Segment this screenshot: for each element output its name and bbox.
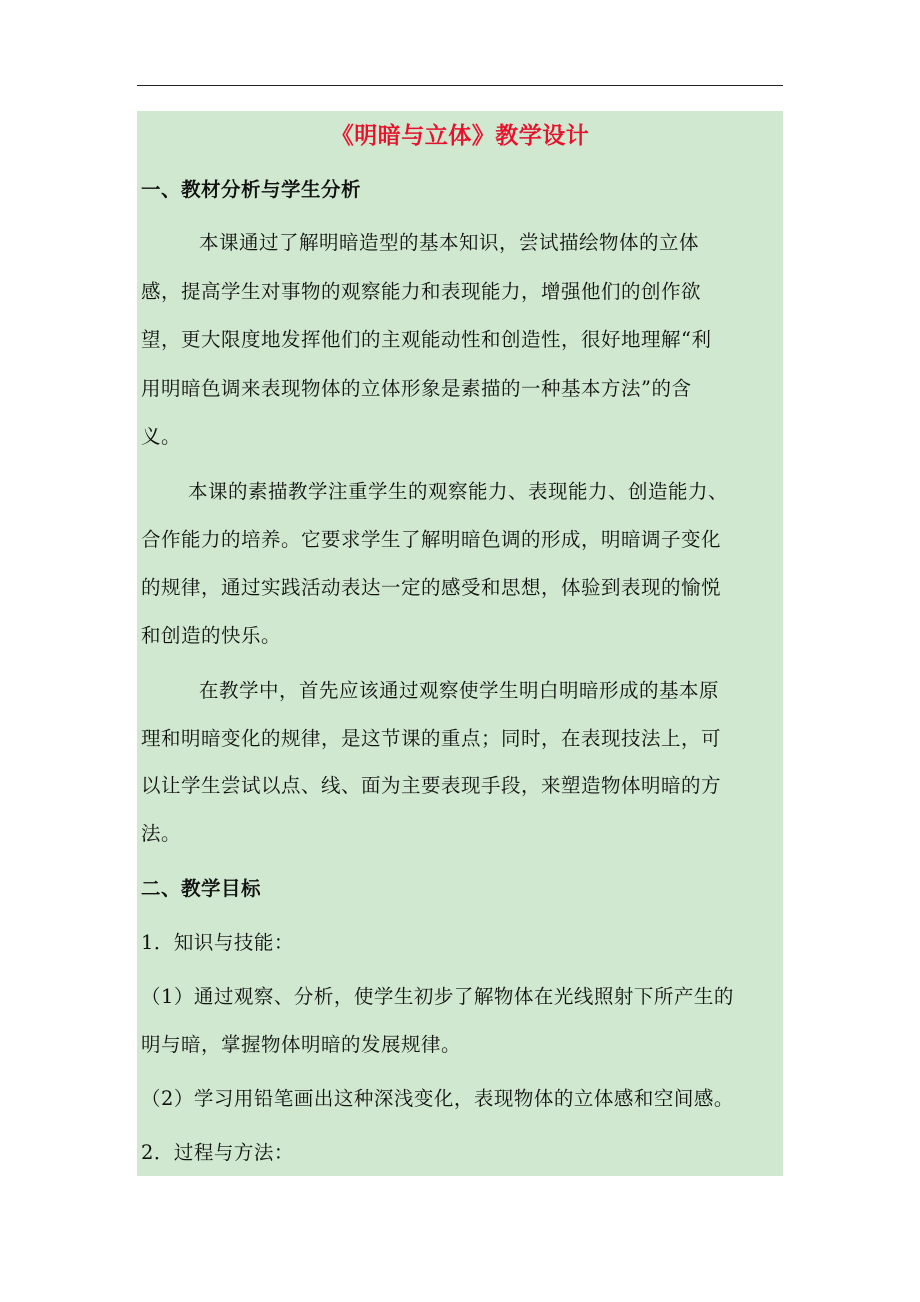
header-rule [137,85,783,86]
list-item: 2．过程与方法： [141,1141,294,1164]
paragraph-line: 的规律，通过实践活动表达一定的感受和思想，体验到表现的愉悦 [141,576,722,599]
document-title: 《明暗与立体》教学设计 [330,122,590,149]
list-item: （2）学习用铅笔画出这种深浅变化，表现物体的立体感和空间感。 [141,1087,734,1110]
list-item: 1．知识与技能： [141,931,294,954]
paragraph-line: 合作能力的培养。它要求学生了解明暗色调的形成，明暗调子变化 [141,528,722,551]
paragraph-line: 义。 [141,425,182,448]
paragraph-line: 和创造的快乐。 [141,624,282,647]
paragraph-line: 法。 [141,822,182,845]
section-heading-analysis: 一、教材分析与学生分析 [141,178,362,201]
list-item: （1）通过观察、分析，使学生初步了解物体在光线照射下所产生的 [141,985,734,1008]
paragraph-line: 感，提高学生对事物的观察能力和表现能力，增强他们的创作欲 [141,280,702,303]
section-heading-goals: 二、教学目标 [141,877,262,900]
paragraph-line: 本课的素描教学注重学生的观察能力、表现能力、创造能力、 [188,480,729,503]
paragraph-line: 用明暗色调来表现物体的立体形象是素描的一种基本方法”的含 [141,377,692,400]
paragraph-line: 理和明暗变化的规律，是这节课的重点；同时，在表现技法上，可 [141,727,722,750]
paragraph-line: 望，更大限度地发挥他们的主观能动性和创造性，很好地理解“利 [141,328,712,351]
paragraph-line: 以让学生尝试以点、线、面为主要表现手段，来塑造物体明暗的方 [141,774,722,797]
paragraph-line: 本课通过了解明暗造型的基本知识，尝试描绘物体的立体 [199,231,700,254]
paragraph-line: 在教学中，首先应该通过观察使学生明白明暗形成的基本原 [199,679,720,702]
list-item: 明与暗，掌握物体明暗的发展规律。 [141,1033,462,1056]
